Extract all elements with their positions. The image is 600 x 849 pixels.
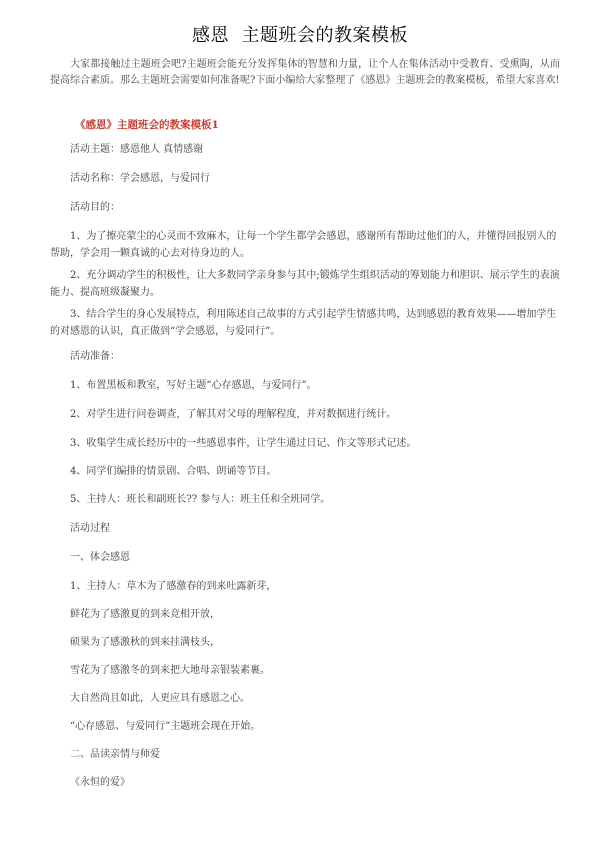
- intro-paragraph: 大家都接触过主题班会吧?主题班会能充分发挥集体的智慧和力量，让个人在集体活动中受教育、受熏陶，从而提高综合素质。那么主题班会需要如何准备呢?下面小编给大家整理了《感恩》主题班会的教案模板，希望大家喜欢!: [50, 59, 560, 86]
- paragraph-goal-1: 1、为了擦亮蒙尘的心灵而不致麻木，让每一个学生都学会感恩，感谢所有帮助过他们的人，并懂得回报别人的帮助，学会用一颗真诚的心去对待身边的人。: [50, 231, 557, 259]
- paragraph-prep-2: 2、对学生进行问卷调查，了解其对父母的理解程度，并对数据进行统计。: [70, 409, 397, 420]
- paragraph-process-heading: 活动过程: [70, 523, 110, 534]
- paragraph-activity-goal-heading: 活动目的：: [70, 202, 120, 213]
- paragraph-host-line-2: 鲜花为了感激夏的到来竞相开放，: [70, 609, 220, 620]
- paragraph-eternal-love: 《永恒的爱》: [70, 777, 130, 788]
- paragraph-prep-5: 5、主持人：班长和副班长?? 参与人：班主任和全班同学。: [70, 494, 331, 505]
- paragraph-host-line-3: 硕果为了感激秋的到来挂满枝头，: [70, 637, 220, 648]
- paragraph-part-1-heading: 一、体会感恩: [70, 552, 130, 563]
- paragraph-host-line-5: 大自然尚且如此，人更应具有感恩之心。: [70, 693, 250, 704]
- paragraph-prep-4: 4、同学们编排的情景剧、合唱、朗诵等节目。: [70, 466, 277, 477]
- paragraph-goal-2: 2、充分调动学生的积极性，让大多数同学亲身参与其中;锻炼学生组织活动的筹划能力和胆识、展示学生的表演能力、提高班级凝聚力。: [50, 270, 560, 298]
- paragraph-prep-3: 3、收集学生成长经历中的一些感恩事件，让学生通过日记、作文等形式记述。: [70, 438, 417, 449]
- paragraph-part-2-heading: 二、品读亲情与师爱: [70, 749, 160, 760]
- paragraph-host-line-4: 雪花为了感激冬的到来把大地母亲银装素裹。: [70, 665, 270, 676]
- section-heading: 《感恩》主题班会的教案模板1: [75, 119, 219, 131]
- document-title: 感恩 主题班会的教案模板: [192, 25, 408, 46]
- paragraph-activity-theme: 活动主题：感恩他人 真情感谢: [70, 144, 204, 155]
- paragraph-activity-name: 活动名称：学会感恩，与爱同行: [70, 173, 210, 184]
- paragraph-preparation-heading: 活动准备：: [70, 351, 120, 362]
- paragraph-host-line-1: 1、主持人：草木为了感激春的到来吐露新芽，: [70, 581, 277, 592]
- paragraph-prep-1: 1、布置黑板和教室，写好主题“心存感恩，与爱同行”。: [70, 380, 317, 391]
- paragraph-host-line-6: “心存感恩、与爱同行”主题班会现在开始。: [70, 721, 261, 732]
- paragraph-goal-3: 3、结合学生的身心发展特点，利用陈述自己故事的方式引起学生情感共鸣，达到感恩的教育效果——增加学生的对感恩的认识，真正做到“学会感恩，与爱同行”。: [50, 309, 557, 337]
